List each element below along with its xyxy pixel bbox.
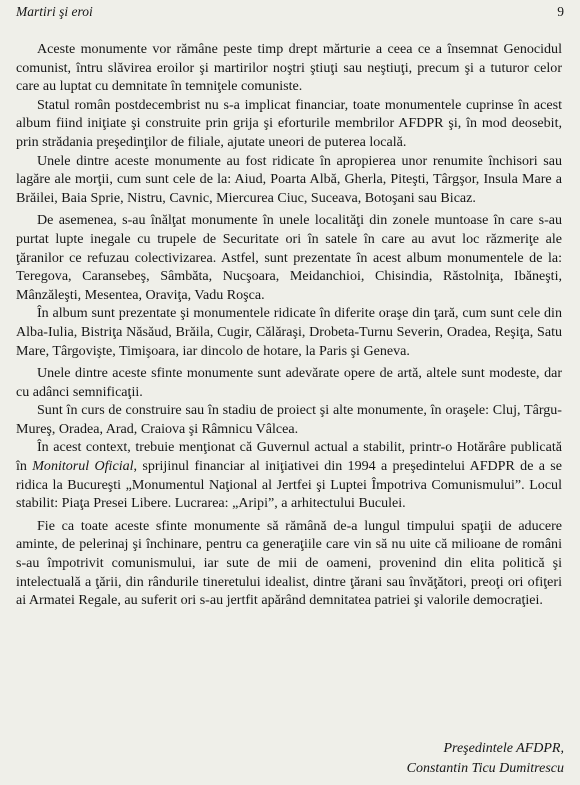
paragraph-text: , sprijinul financiar al iniţiativei din 1994 a preşedintelui AFDPR de a se ridica la Bucureşti „Monumentul Naţional al Jertfei şi Luptei Împotriva Comunismului”. Locul stabilit: Piaţa Presei Libere. Lucrarea: „Aripi”, a arhitectului Buculei. bbox=[16, 458, 562, 512]
paragraph: Unele dintre aceste sfinte monumente sunt adevărate opere de artă, altele sunt modeste, dar cu adânci semnificaţii. bbox=[16, 365, 562, 400]
signature-role: Preşedintele AFDPR, bbox=[443, 741, 564, 756]
paragraph: Fie ca toate aceste sfinte monumente să rămână de-a lungul timpului spaţii de aducere aminte, de pelerinaj şi închinare, pentru ca generaţiile care vin să nu uite că milioane de români s-au împotrivit comunismului, iar sute de mii de oameni, provenind din elita politică şi intelectuală a ţării, din rândurile tineretului idealist, dintre ţărani sau învăţători, preoţi ori ofiţeri ai Armatei Regale, au suferit ori s-au jertfit apărând demnitatea patriei şi valorile democraţiei. bbox=[16, 517, 562, 609]
paragraph: În album sunt prezentate şi monumentele ridicate în diferite oraşe din ţară, cum sunt cele din Alba-Iulia, Bistriţa Năsăud, Brăila, Cugir, Călăraşi, Drobeta-Turnu Severin, Oradea, Reşiţa, Satu Mare, Târgovişte, Timişoara, iar dincolo de hotare, la Paris şi Geneva. bbox=[16, 305, 562, 359]
paragraph: De asemenea, s-au înălţat monumente în unele localităţi din zonele muntoase în care s-au purtat lupte inegale cu trupele de Securitate ori în satele în care au avut loc răzmeriţe ale ţăranilor ce refuzau colectivizarea. Astfel, sunt prezentate în acest album monumentele de la: Teregova, Caransebeş, Sâmbăta, Nucşoara, Meidanchioi, Chisindia, Răstolniţa, Ibăneşti, Mânzăleşti, Mesentea, Oraviţa, Vadu Roşca. bbox=[16, 212, 562, 303]
paragraph: Sunt în curs de construire sau în stadiu de proiect şi alte monumente, în oraşele: Cluj, Târgu-Mureş, Oradea, Arad, Craiova şi Râmnicu Vâlcea. bbox=[16, 402, 562, 437]
signature-name: Constantin Ticu Dumitrescu bbox=[406, 761, 564, 776]
paragraph-text: În acest context, trebuie menţionat că Guvernul actual a stabilit, printr-o Hotărâre publicată în bbox=[16, 439, 562, 475]
paragraph: Unele dintre aceste monumente au fost ridicate în apropierea unor renumite închisori sau lagăre ale morţii, cum sunt cele de la: Aiud, Poarta Albă, Gherla, Piteşti, Târgşor, Insula Mare a Brăilei, Baia Sprie, Nistru, Cavnic, Miercurea Ciuc, Suceava, Botoşani sau Bicaz. bbox=[16, 152, 562, 206]
paragraph: Statul român postdecembrist nu s-a implicat financiar, toate monumentele cuprinse în acest album fiind iniţiate şi construite prin grija şi eforturile membrilor AFDPR şi, în mod deosebit, prin strădania preşedinţilor de filiale, ajutate uneori de puterea locală. bbox=[16, 96, 562, 150]
signature-block bbox=[407, 739, 564, 779]
running-title: Martiri şi eroi bbox=[16, 4, 93, 19]
paragraph: Aceste monumente vor rămâne peste timp drept mărturie a ceea ce a însemnat Genocidul comunist, întru slăvirea eroilor şi martirilor noştri ştiuţi sau neştiuţi, precum şi a tuturor celor care au luptat cu demnitate în temniţele comuniste. bbox=[16, 41, 562, 95]
page-header bbox=[16, 4, 564, 24]
publication-title: Monitorul Oficial bbox=[32, 458, 134, 475]
body-text bbox=[16, 40, 562, 610]
paragraph bbox=[16, 438, 562, 512]
page-number: 9 bbox=[557, 4, 564, 19]
